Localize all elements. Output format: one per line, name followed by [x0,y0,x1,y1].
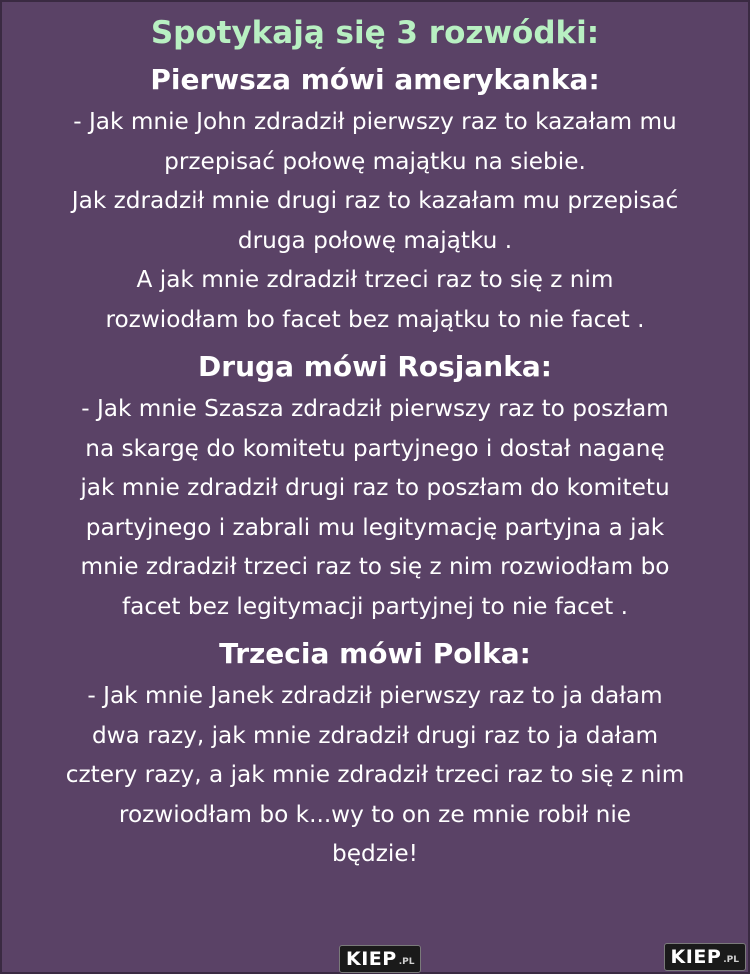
logo-main-text: KIEP [346,948,397,970]
joke-content [16,10,734,874]
joke-title: Spotykają się 3 rozwódki: [150,15,600,51]
section-text: - Jak mnie John zdradził pierwszy raz to kazałam mu przepisać połowę majątku na siebie. Jak zdradził mnie drugi raz to kazałam mu przepisać druga połowę majątku . A jak mnie zdradził trzeci raz to się z nim rozwiodłam bo facet bez majątku to nie facet . [71,108,679,333]
section-american [16,58,734,339]
section-text: - Jak mnie Szasza zdradził pierwszy raz to poszłam na skargę do komitetu partyjnego i dostał naganę jak mnie zdradził drugi raz to poszłam do komitetu partyjnego i zabrali mu legitymację partyjna a jak mnie zdradził trzeci raz to się z nim rozwiodłam bo facet bez legitymacji partyjnej to nie facet . [80,395,670,620]
logo-main-text: KIEP [670,946,722,968]
logo-suffix-text: .PL [398,957,415,967]
section-polish [16,632,734,874]
section-heading: Pierwsza mówi amerykanka: [150,63,600,96]
kiep-logo [339,945,421,973]
section-heading: Trzecia mówi Polka: [219,637,531,670]
section-text: - Jak mnie Janek zdradził pierwszy raz to ja dałam dwa razy, jak mnie zdradził drugi raz to ja dałam cztery razy, a jak mnie zdradził trzeci raz to się z nim rozwiodłam bo k...wy to on ze mnie robił nie będzie! [65,682,685,867]
section-heading: Druga mówi Rosjanka: [198,350,552,383]
section-russian [16,345,734,626]
kiep-watermark-corner [664,943,746,971]
logo-suffix-text: .PL [723,955,739,965]
